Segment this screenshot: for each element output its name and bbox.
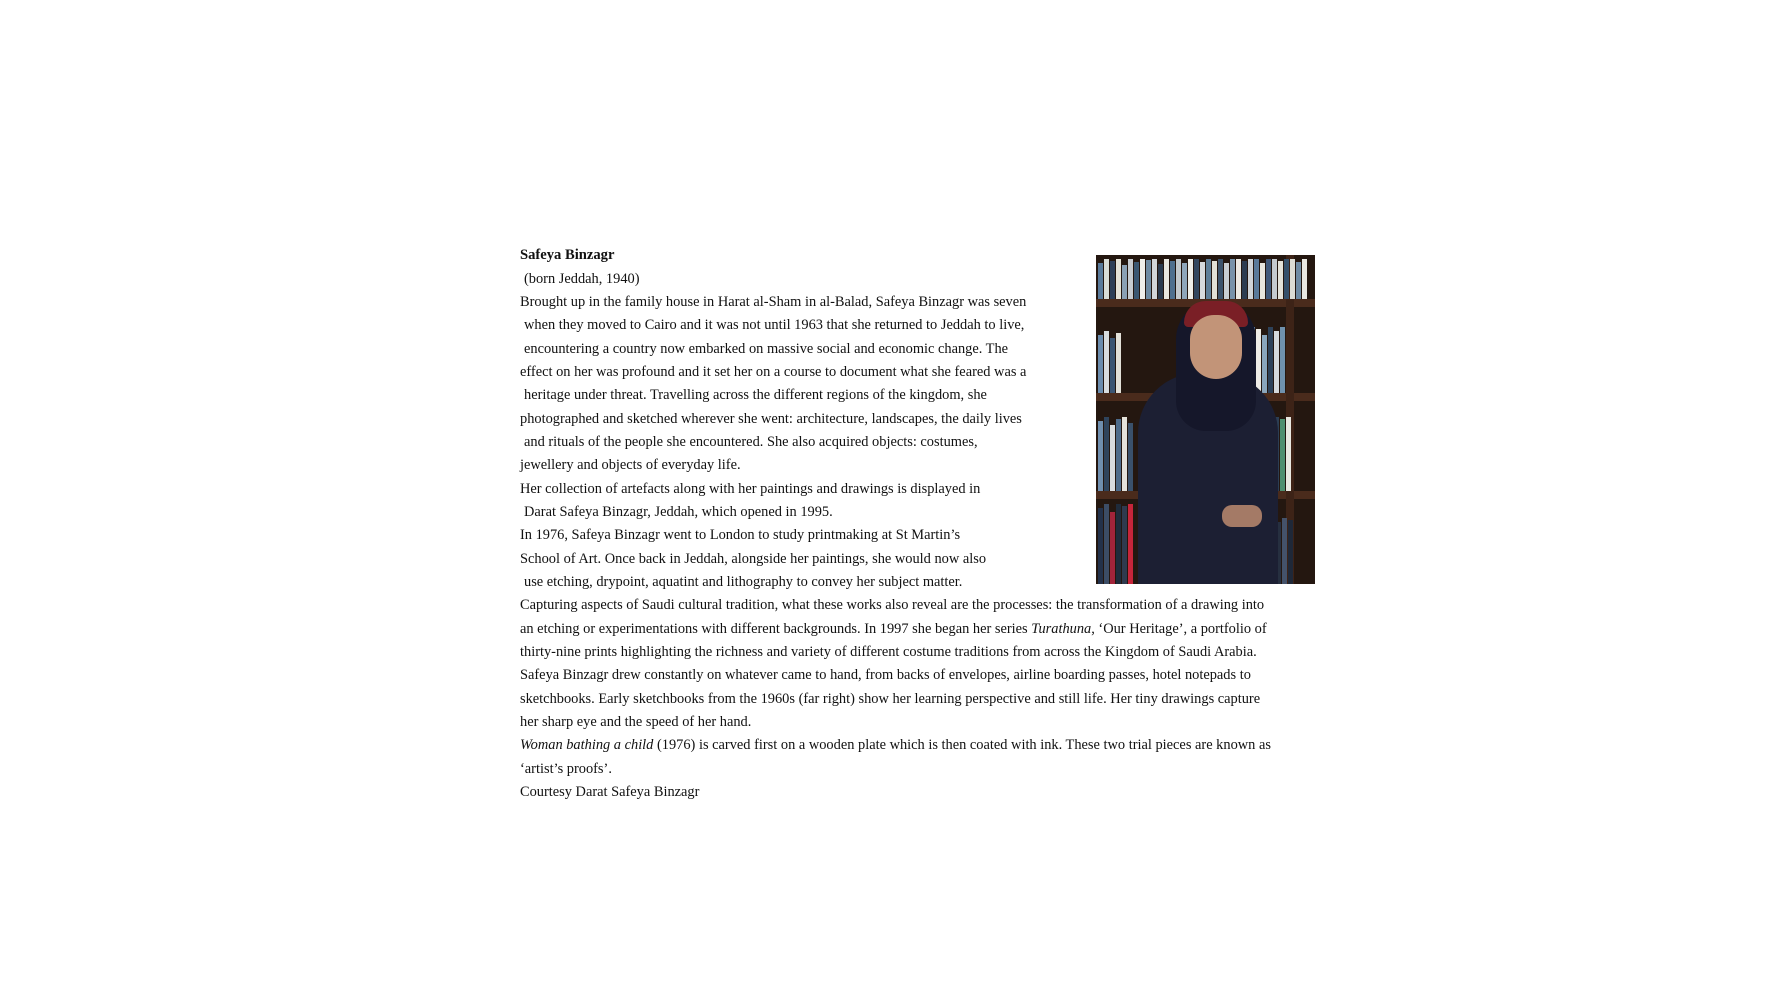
- artwork-text-after: (1976) is carved first on a wooden plate which is then coated with ink. These two trial pieces are known as: [653, 737, 1271, 753]
- series-text-before: an etching or experimentations with different backgrounds. In 1997 she began her series: [520, 621, 1032, 637]
- text-line: effect on her was profound and it set her on a course to document what she feared was a: [520, 364, 1027, 380]
- books-row: [1098, 501, 1133, 584]
- series-text-after: , ‘Our Heritage’, a portfolio of: [1091, 621, 1267, 637]
- text-line: jewellery and objects of everyday life.: [520, 457, 741, 473]
- text-line: encountering a country now embarked on massive social and economic change. The: [524, 341, 1009, 357]
- books-row: [1098, 257, 1307, 299]
- text-line: and rituals of the people she encountered. She also acquired objects: costumes,: [524, 434, 978, 450]
- text-line: Darat Safeya Binzagr, Jeddah, which opened in 1995.: [524, 504, 833, 520]
- text-line: heritage under threat. Travelling across the different regions of the kingdom, she: [524, 387, 987, 403]
- text-line: School of Art. Once back in Jeddah, alongside her paintings, she would now also: [520, 551, 987, 567]
- text-line: Safeya Binzagr drew constantly on whatever came to hand, from backs of envelopes, airline boarding passes, hotel notepads to: [520, 667, 1251, 683]
- text-line: use etching, drypoint, aquatint and lithography to convey her subject matter.: [524, 574, 963, 590]
- series-text-line: [520, 620, 1267, 638]
- text-line: ‘artist’s proofs’.: [520, 761, 612, 777]
- text-line: thirty-nine prints highlighting the richness and variety of different costume traditions from across the Kingdom of Saudi Arabia.: [520, 644, 1257, 660]
- text-line: when they moved to Cairo and it was not until 1963 that she returned to Jeddah to live,: [524, 317, 1025, 333]
- text-line: her sharp eye and the speed of her hand.: [520, 714, 752, 730]
- text-line: In 1976, Safeya Binzagr went to London to study printmaking at St Martin’s: [520, 527, 961, 543]
- artwork-text-line: [520, 736, 1271, 754]
- text-line: photographed and sketched wherever she went: architecture, landscapes, the daily lives: [520, 411, 1022, 427]
- artwork-title: Woman bathing a child: [520, 737, 654, 753]
- text-line: Her collection of artefacts along with her paintings and drawings is displayed in: [520, 481, 981, 497]
- artist-name-heading: Safeya Binzagr: [520, 247, 615, 263]
- artist-portrait-photo: [1096, 255, 1315, 584]
- artist-birth-info: (born Jeddah, 1940): [524, 271, 640, 287]
- text-line: Brought up in the family house in Harat al-Sham in al-Balad, Safeya Binzagr was seven: [520, 294, 1027, 310]
- series-title: Turathuna: [1031, 621, 1092, 637]
- credit-line: Courtesy Darat Safeya Binzagr: [520, 784, 700, 800]
- figure-hands: [1222, 505, 1262, 527]
- text-line: Capturing aspects of Saudi cultural tradition, what these works also reveal are the processes: the transformation of a drawing into: [520, 597, 1265, 613]
- text-line: sketchbooks. Early sketchbooks from the 1960s (far right) show her learning perspective and still life. Her tiny drawings capture: [520, 691, 1261, 707]
- figure-face: [1190, 315, 1242, 379]
- books-row: [1098, 415, 1133, 491]
- books-row: [1098, 329, 1121, 393]
